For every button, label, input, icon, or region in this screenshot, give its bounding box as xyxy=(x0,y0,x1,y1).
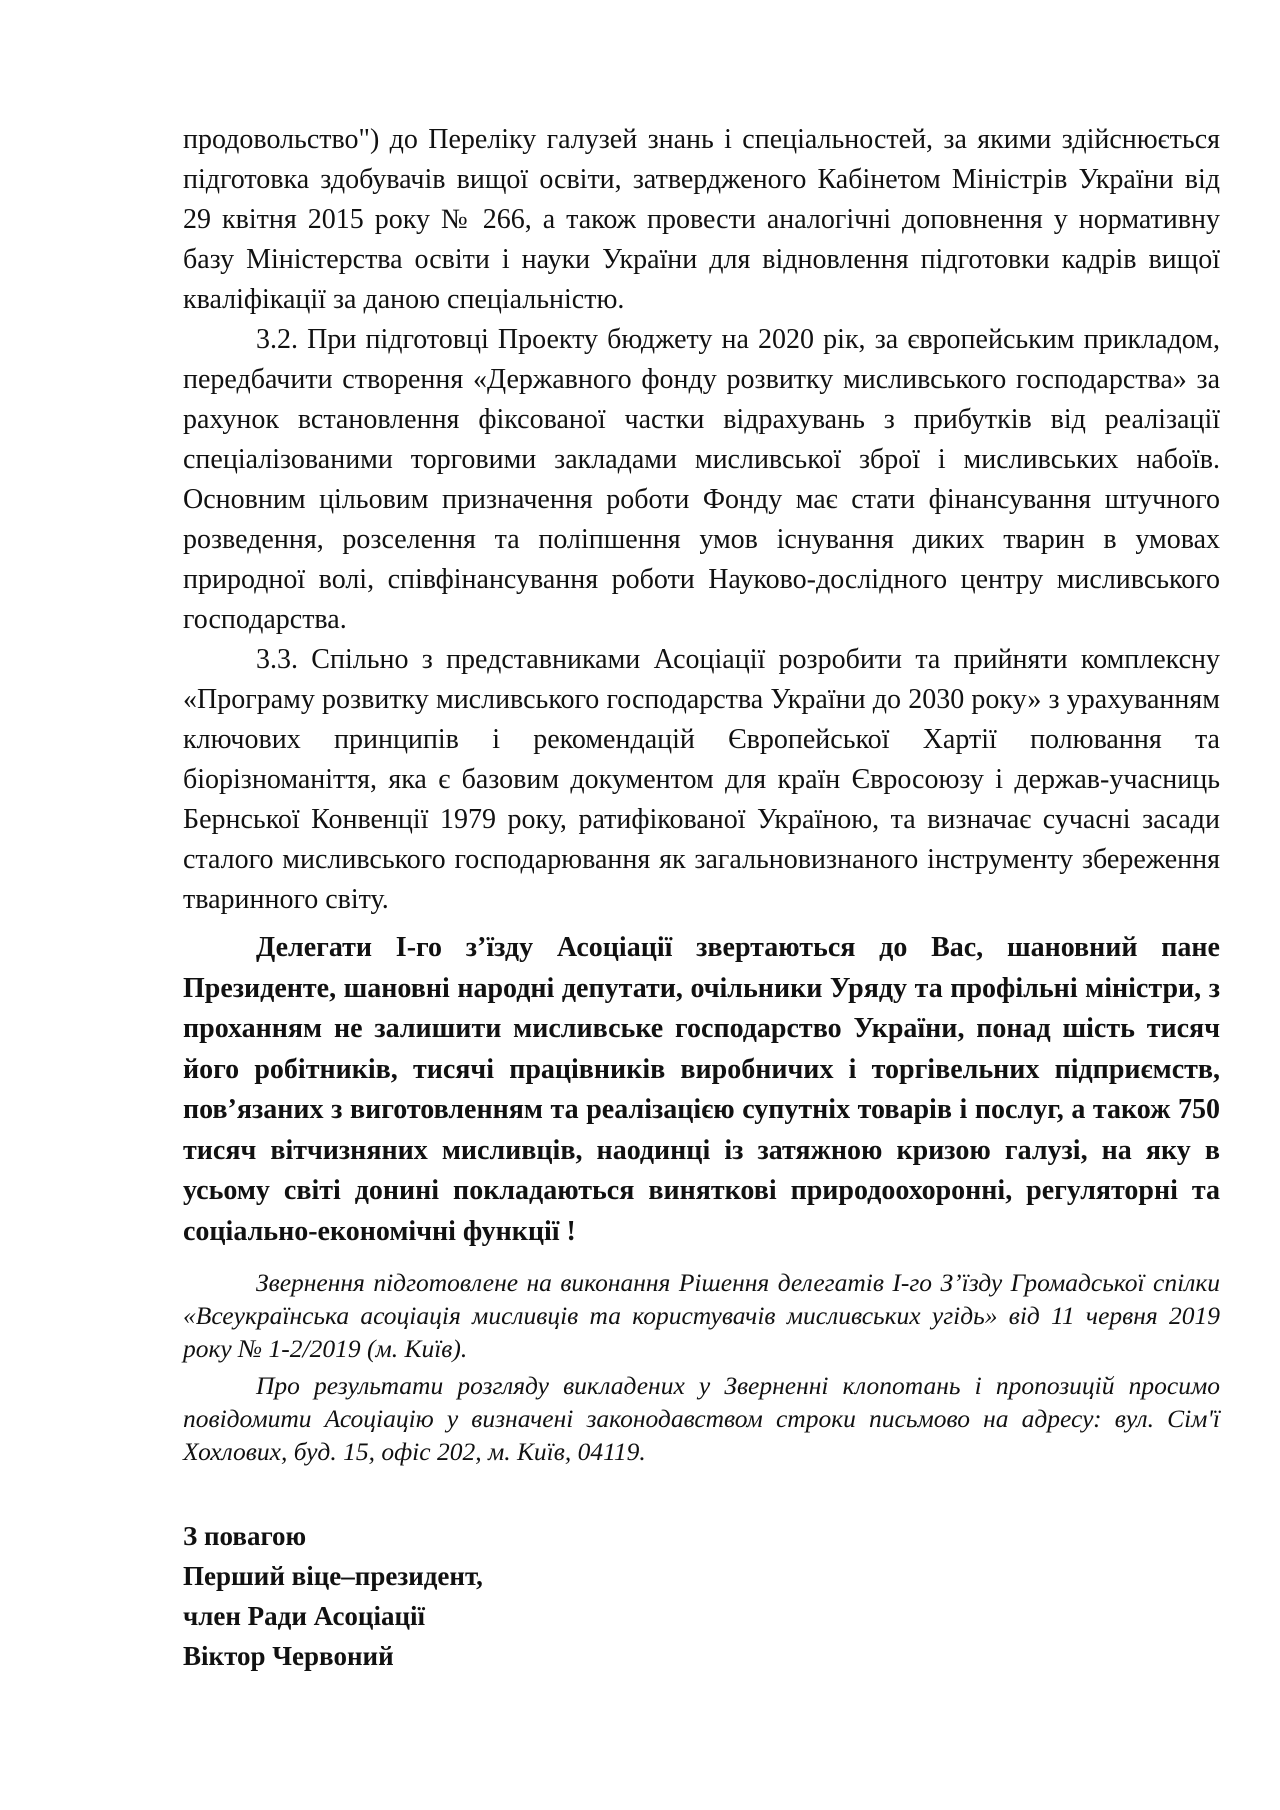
note-resolution: Звернення підготовлене на виконання Рішення делегатів І-го З’їзду Громадської спілки «Всеукраїнська асоціація мисливців та користувачів мисливських угідь» від 11 червня 2019 року № 1-2/2019 (м. Київ). xyxy=(183,1268,1220,1363)
signature-block xyxy=(183,1516,1220,1676)
document-body xyxy=(183,120,1220,1676)
paragraph-3-3: 3.3. Спільно з представниками Асоціації розробити та прийняти комплексну «Програму розвитку мисливського господарства України до 2030 року» з урахуванням ключових принципів і рекомендацій Європейської Хартії полювання та біорізноманіття, яка є базовим документом для країн Євросоюзу і держав-учасниць Бернської Конвенції 1979 року, ратифікованої Україною, та визначає сучасні засади сталого мисливського господарювання як загальновизнаного інструменту збереження тваринного світу. xyxy=(183,644,1220,915)
paragraph-3-2: 3.2. При підготовці Проекту бюджету на 2020 рік, за європейським прикладом, передбачити створення «Державного фонду розвитку мисливського господарства» за рахунок встановлення фіксованої частки відрахувань з прибутків від реалізації спеціалізованими торговими закладами мисливської зброї і мисливських набоїв. Основним цільовим призначення роботи Фонду має стати фінансування штучного розведення, розселення та поліпшення умов існування диких тварин в умовах природної волі, співфінансування роботи Науково-дослідного центру мисливського господарства. xyxy=(183,324,1220,635)
signature-position: Перший віце–президент, xyxy=(183,1561,483,1591)
note-response-request: Про результати розгляду викладених у Зверненні клопотань і пропозицій просимо повідомити Асоціацію у визначені законодавством строки письмово на адресу: вул. Сім'ї Хохлових, буд. 15, офіс 202, м. Київ, 04119. xyxy=(183,1371,1220,1466)
paragraph-continuation: продовольство") до Переліку галузей знань і спеціальностей, за якими здійснюється підготовка здобувачів вищої освіти, затвердженого Кабінетом Міністрів України від 29 квітня 2015 року № 266, а також провести аналогічні доповнення у нормативну базу Міністерства освіти і науки України для відновлення підготовки кадрів вищої кваліфікації за даною спеціальністю. xyxy=(183,124,1220,315)
appeal-paragraph: Делегати І-го з’їзду Асоціації звертаються до Вас, шановний пане Президенте, шановні народні депутати, очільники Уряду та профільні міністри, з проханням не залишити мисливське господарство України, понад шість тисяч його робітників, тисячі працівників виробничих і торгівельних підприємств, пов’язаних з виготовленням та реалізацією супутніх товарів і послуг, а також 750 тисяч вітчизняних мисливців, наодинці із затяжною кризою галузі, на яку в усьому світі донині покладаються виняткові природоохоронні, регуляторні та соціально-економічні функції ! xyxy=(183,932,1220,1247)
signature-greeting: З повагою xyxy=(183,1521,307,1551)
signature-name: Віктор Червоний xyxy=(183,1641,394,1671)
signature-membership: член Ради Асоціації xyxy=(183,1601,426,1631)
